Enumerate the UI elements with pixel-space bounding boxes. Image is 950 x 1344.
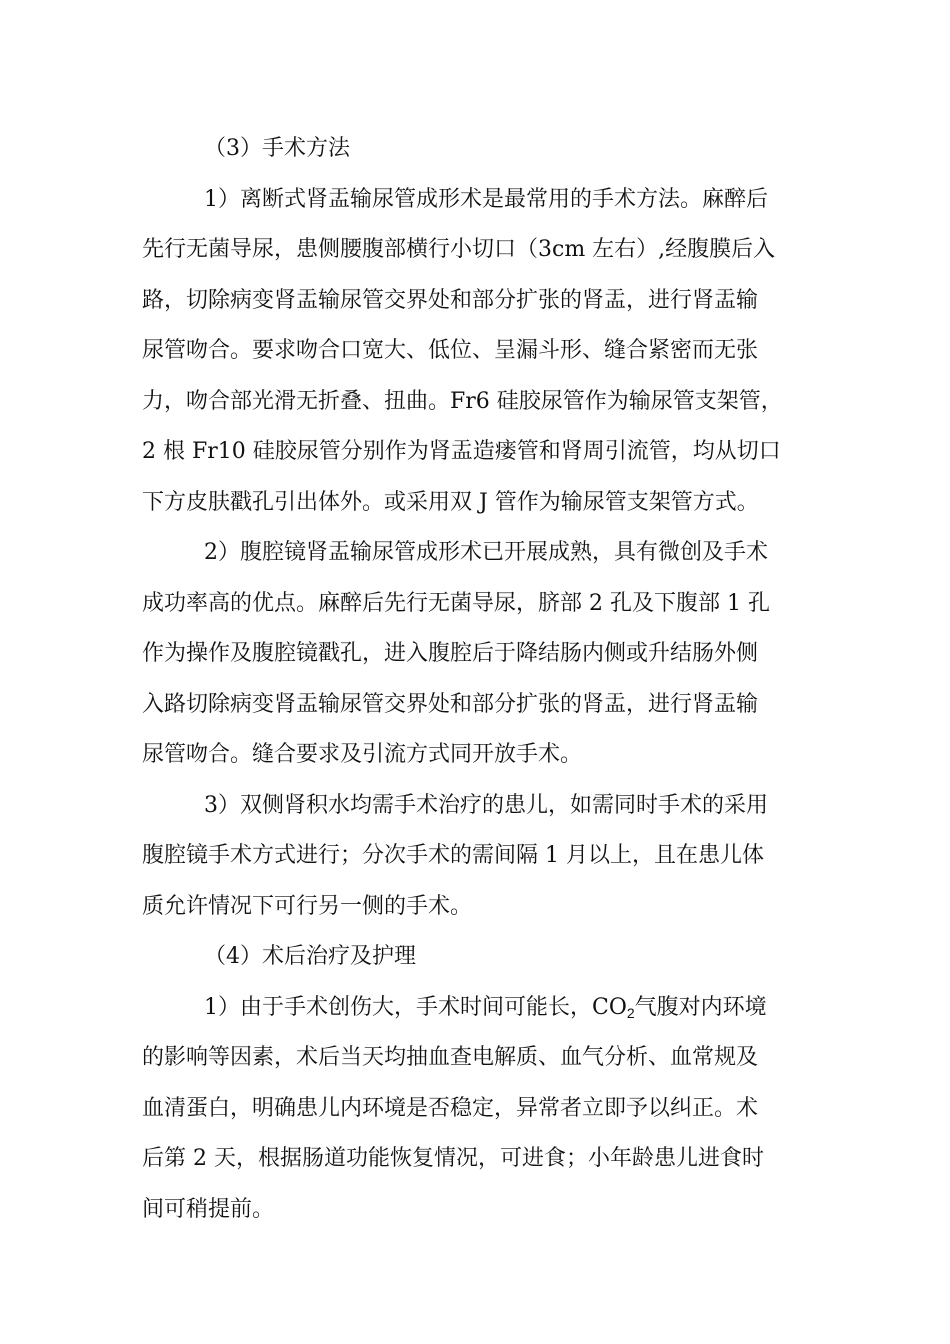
paragraph-line: 的影响等因素，术后当天均抽血查电解质、血气分析、血常规及 [142,1045,759,1070]
text-segment: 1）由于手术创伤大，手术时间可能长，CO [204,994,627,1020]
paragraph-line: 作为操作及腹腔镜戳孔，进入腹腔后于降结肠内侧或升结肠外侧 [142,641,759,666]
paragraph-line: 腹腔镜手术方式进行；分次手术的需间隔 1 月以上，且在患儿体 [142,843,764,868]
paragraph-line: 入路切除病变肾盂输尿管交界处和部分扩张的肾盂，进行肾盂输 [142,691,759,717]
paragraph-laparoscopic-pyeloplasty [142,528,802,781]
paragraph-line: 3）双侧肾积水均需手术治疗的患儿，如需同时手术的采用 [204,792,768,818]
paragraph-line: 质允许情况下可行另一侧的手术。 [142,893,473,919]
paragraph-line: 尿管吻合。缝合要求及引流方式同开放手术。 [142,742,583,767]
paragraph-line: 成功率高的优点。麻醉后先行无菌导尿，脐部 2 孔及下腹部 1 孔 [142,590,770,616]
paragraph-line: 下方皮肤戳孔引出体外。或采用双 J 管作为输尿管支架管方式。 [142,489,759,515]
paragraph-postoperative-monitoring [142,983,802,1236]
subscript-digit: 2 [626,1004,635,1021]
text-segment: 气腹对内环境 [634,994,767,1020]
document-body [142,124,802,1235]
paragraph-line-with-subscript [142,983,802,1034]
paragraph-line: 1）离断式肾盂输尿管成形术是最常用的手术方法。麻醉后 [204,186,768,212]
paragraph-line: 间可稍提前。 [142,1196,275,1222]
paragraph-line: 2）腹腔镜肾盂输尿管成形术已开展成熟，具有微创及手术 [204,540,768,565]
paragraph-line: 2 根 Fr10 硅胶尿管分别作为肾盂造瘘管和肾周引流管，均从切口 [142,439,781,464]
paragraph-line: 尿管吻合。要求吻合口宽大、低位、呈漏斗形、缝合紧密而无张 [142,338,759,363]
paragraph-open-pyeloplasty [142,175,802,529]
paragraph-line: 血清蛋白，明确患儿内环境是否稳定，异常者立即予以纠正。术 [142,1095,759,1121]
paragraph-line: 后第 2 天，根据肠道功能恢复情况，可进食；小年龄患儿进食时 [142,1146,764,1171]
section-heading-postoperative-care: （4）术后治疗及护理 [204,944,416,969]
paragraph-line: 先行无菌导尿，患侧腰腹部横行小切口（3cm 左右）,经腹膜后入 [142,237,776,262]
paragraph-bilateral-hydronephrosis [142,781,802,933]
section-heading-surgical-methods: （3）手术方法 [204,136,350,161]
paragraph-line: 路，切除病变肾盂输尿管交界处和部分扩张的肾盂，进行肾盂输 [142,287,759,313]
paragraph-line: 力，吻合部光滑无折叠、扭曲。Fr6 硅胶尿管作为输尿管支架管， [142,388,783,414]
